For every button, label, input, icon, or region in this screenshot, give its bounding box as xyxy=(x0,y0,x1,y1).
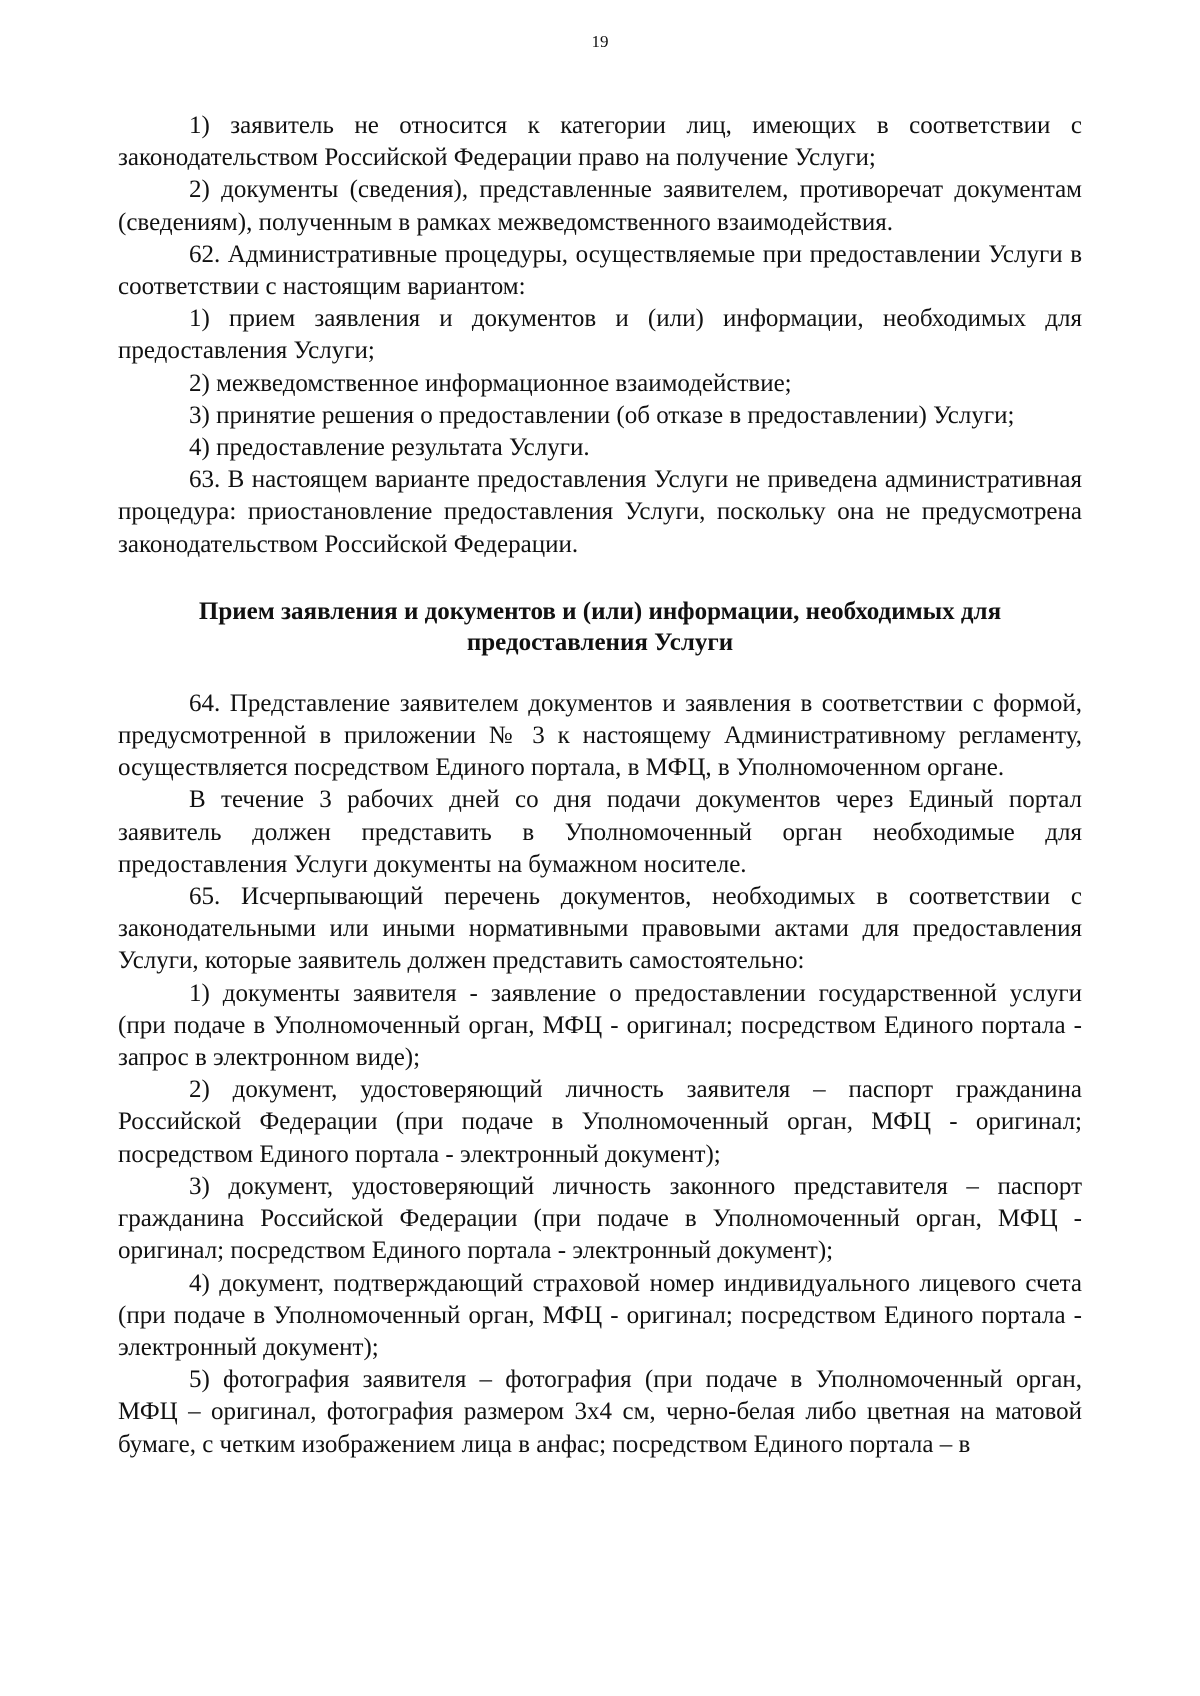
paragraph: 2) документ, удостоверяющий личность заявителя – паспорт гражданина Российской Федерации (при подаче в Уполномоченный орган, МФЦ - оригинал; посредством Единого портала - электронный документ); xyxy=(118,1076,1082,1168)
paragraph: 4) предоставление результата Услуги. xyxy=(189,434,590,462)
paragraph: 65. Исчерпывающий перечень документов, необходимых в соответствии с законодательными или иными нормативными правовыми актами для предоставления Услуги, которые заявитель должен представить самостоятельно: xyxy=(118,883,1082,975)
paragraph: 3) принятие решения о предоставлении (об отказе в предоставлении) Услуги; xyxy=(189,401,1015,429)
paragraph: В течение 3 рабочих дней со дня подачи документов через Единый портал заявитель должен представить в Уполномоченный орган необходимые для предоставления Услуги документы на бумажном носителе. xyxy=(118,786,1082,878)
paragraph: 1) прием заявления и документов и (или) информации, необходимых для предоставления Услуги; xyxy=(118,305,1082,365)
paragraph: 1) заявитель не относится к категории лиц, имеющих в соответствии с законодательством Российской Федерации право на получение Услуги; xyxy=(118,112,1082,172)
paragraph: 4) документ, подтверждающий страховой номер индивидуального лицевого счета (при подаче в Уполномоченный орган, МФЦ - оригинал; посредством Единого портала - электронный документ); xyxy=(118,1269,1082,1361)
top-section xyxy=(118,110,1082,561)
paragraph: 1) документы заявителя - заявление о предоставлении государственной услуги (при подаче в Уполномоченный орган, МФЦ - оригинал; посредством Единого портала - запрос в электронном виде); xyxy=(118,979,1082,1072)
paragraph: 2) документы (сведения), представленные заявителем, противоречат документам (сведениям), полученным в рамках межведомственного взаимодействия. xyxy=(118,176,1082,236)
paragraph: 63. В настоящем варианте предоставления Услуги не приведена административная процедура: приостановление предоставления Услуги, поскольку она не предусмотрена законодательством Российской Федерации. xyxy=(118,466,1082,558)
document-body xyxy=(118,110,1082,1461)
paragraph: 64. Представление заявителем документов и заявления в соответствии с формой, предусмотренной в приложении № 3 к настоящему Административному регламенту, осуществляется посредством Единого портала, в МФЦ, в Уполномоченном органе. xyxy=(118,689,1082,782)
section-heading xyxy=(118,596,1082,658)
paragraph: 5) фотография заявителя – фотография (при подаче в Уполномоченный орган, МФЦ – оригинал, фотография размером 3х4 см, черно-белая либо цветная на матовой бумаге, с четким изображением лица в анфас; посредством Единого портала – в xyxy=(118,1366,1082,1458)
paragraph: 3) документ, удостоверяющий личность законного представителя – паспорт гражданина Российской Федерации (при подаче в Уполномоченный орган, МФЦ - оригинал; посредством Единого портала - электронный документ); xyxy=(118,1172,1082,1265)
bottom-section xyxy=(118,688,1082,1461)
page-number: 19 xyxy=(591,32,609,51)
paragraph: 62. Административные процедуры, осуществляемые при предоставлении Услуги в соответствии с настоящим вариантом: xyxy=(118,240,1082,301)
section-heading-line: Прием заявления и документов и (или) информации, необходимых для xyxy=(198,597,1002,625)
section-heading-line: предоставления Услуги xyxy=(466,628,734,656)
paragraph: 2) межведомственное информационное взаимодействие; xyxy=(189,369,792,397)
